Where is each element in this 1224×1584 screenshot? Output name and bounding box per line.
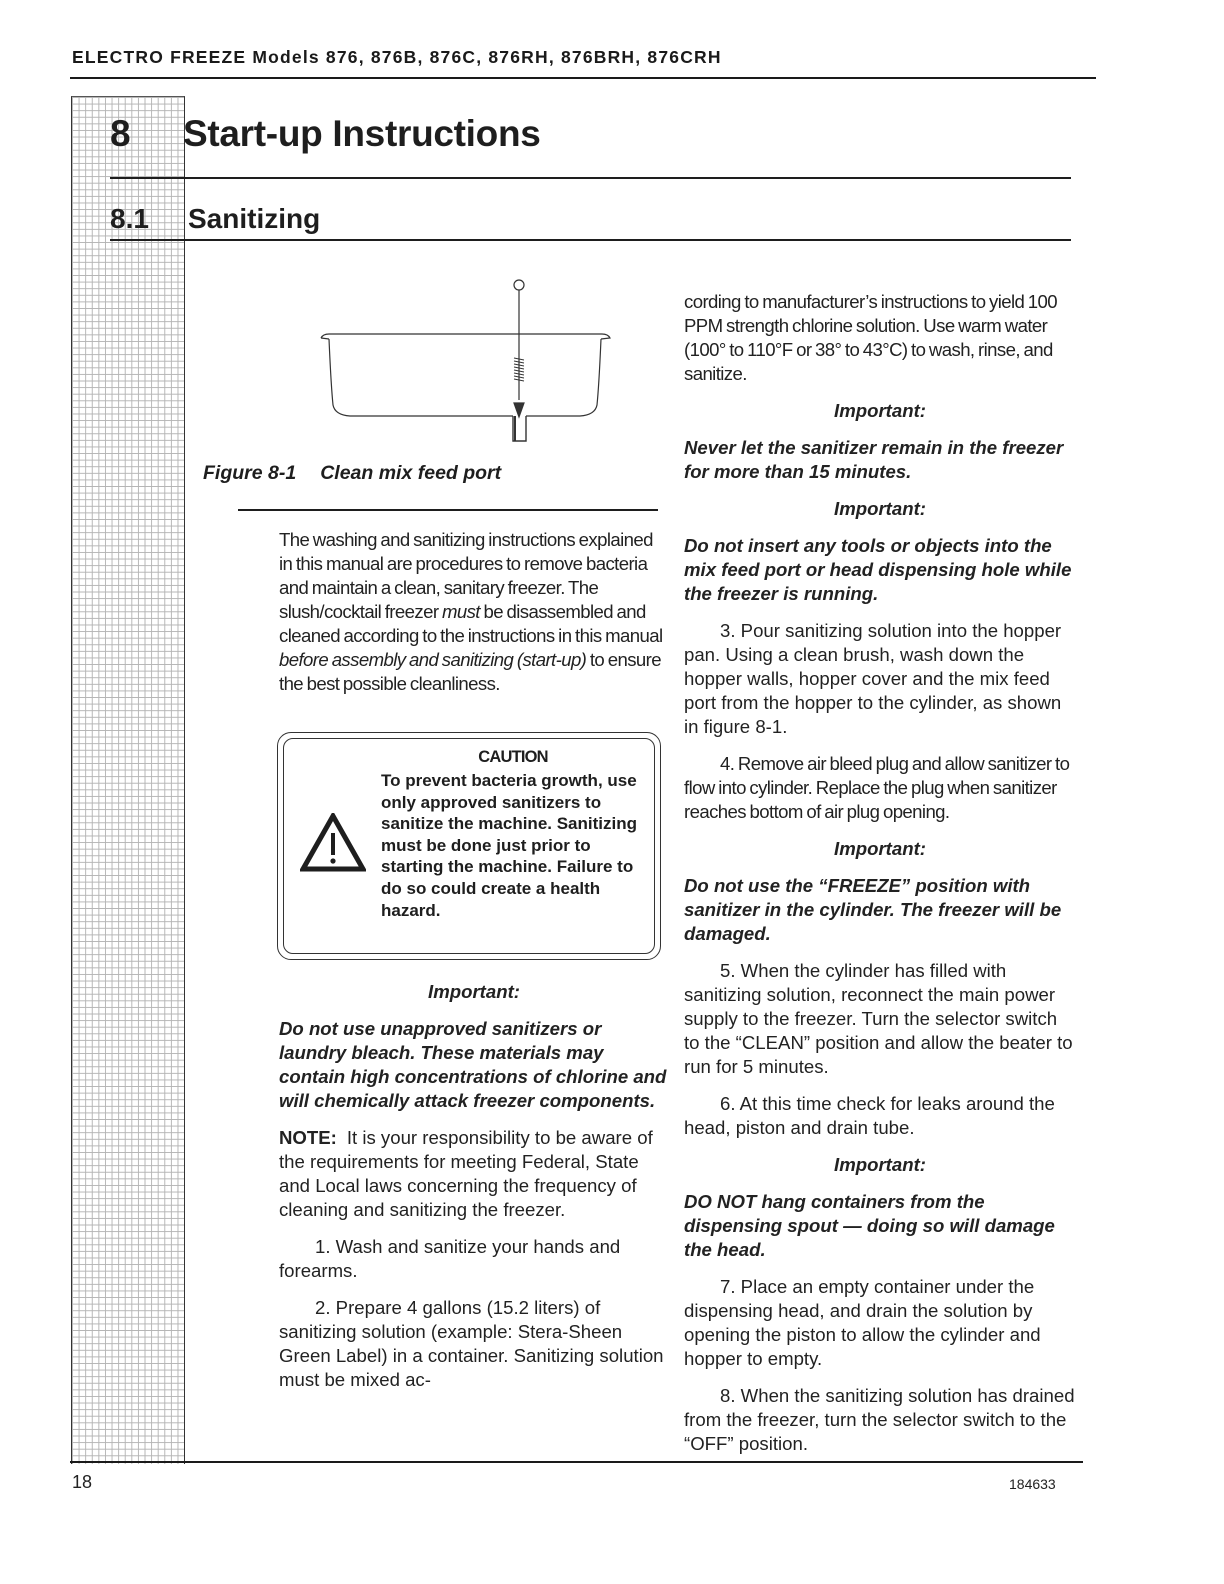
step-6: 6. At this time check for leaks around the head, piston and drain tube. — [684, 1093, 1055, 1138]
important-heading: Important: — [834, 838, 926, 859]
important-heading: Important: — [834, 498, 926, 519]
figure-caption — [203, 462, 501, 485]
step-8: 8. When the sanitizing solution has drained from the freezer, turn the selector switch to the “OFF” position. — [684, 1385, 1075, 1454]
important-heading: Important: — [428, 981, 520, 1002]
important-body: Do not insert any tools or objects into the mix feed port or head dispensing hole while the freezer is running. — [684, 535, 1072, 604]
chapter-divider — [110, 177, 1071, 179]
section-title: Sanitizing — [188, 203, 321, 234]
step-2-continuation: cording to manufacturer’s instructions to yield 100 PPM strength chlorine solution. Use warm water (100° to 110°F or 38° to 43°C) to wash, rinse, and sanitize. — [684, 291, 1058, 384]
note-paragraph — [279, 1126, 669, 1222]
important-heading: Important: — [834, 1154, 926, 1175]
hopper-pan-brush-diagram-icon — [315, 275, 615, 445]
intro-paragraph — [279, 528, 669, 696]
section-number: 8.1 — [110, 203, 149, 234]
step-7: 7. Place an empty container under the dispensing head, and drain the solution by opening the piston to allow the cylinder and hopper to empty. — [684, 1276, 1041, 1369]
intro-text: be disassembled and cleaned according to the instructions in this manual — [279, 601, 663, 646]
step-5: 5. When the cylinder has filled with sanitizing solution, reconnect the main power supply to the freezer. Turn the selector switch to the “CLEAN” position and allow the beater to run for 5 minutes. — [684, 960, 1073, 1077]
important-body: Never let the sanitizer remain in the freezer for more than 15 minutes. — [684, 437, 1064, 482]
figure-divider — [238, 509, 658, 511]
step-3: 3. Pour sanitizing solution into the hopper pan. Using a clean brush, wash down the hopper walls, hopper cover and the mix feed port from the hopper to the cylinder, as shown in figure 8-1. — [684, 620, 1062, 737]
important-body: Do not use unapproved sanitizers or laundry bleach. These materials may contain high concentrations of chlorine and will chemically attack freezer components. — [279, 1018, 667, 1111]
step-1: 1. Wash and sanitize your hands and forearms. — [279, 1236, 621, 1281]
running-header: ELECTRO FREEZE Models 876, 876B, 876C, 876RH, 876BRH, 876CRH — [72, 47, 722, 67]
caution-box — [277, 732, 661, 960]
footer-divider — [70, 1461, 1083, 1463]
step-4: 4. Remove air bleed plug and allow sanitizer to flow into cylinder. Replace the plug when sanitizer reaches bottom of air plug opening. — [684, 753, 1070, 822]
intro-emphasis-before: before assembly and sanitizing (start-up) — [279, 649, 587, 670]
header-divider — [70, 77, 1096, 79]
warning-triangle-icon — [300, 813, 366, 873]
section-divider — [110, 239, 1071, 241]
step-2: 2. Prepare 4 gallons (15.2 liters) of sanitizing solution (example: Stera-Sheen Green Label) in a container. Sanitizing solution must be mixed ac- — [279, 1297, 664, 1390]
important-heading: Important: — [834, 400, 926, 421]
right-column — [684, 290, 1076, 1469]
left-column-lower — [279, 980, 669, 1405]
important-body: DO NOT hang containers from the dispensing spout — doing so will damage the head. — [684, 1191, 1055, 1260]
figure-label: Figure 8-1 — [203, 462, 297, 484]
intro-text: The washing and sanitizing instructions explained in this manual are procedures to remove bacteria and maintain a clean, sanitary freezer. The slush/cocktail freezer — [279, 529, 653, 622]
note-label: NOTE: — [279, 1127, 337, 1148]
note-text: It is your responsibility to be aware of the requirements for meeting Federal, State and Local laws concerning the frequency of cleaning and sanitizing the freezer. — [279, 1127, 653, 1220]
chapter-title: Start-up Instructions — [183, 113, 541, 154]
figure-caption-text: Clean mix feed port — [320, 462, 502, 484]
caution-title: CAUTION — [478, 748, 548, 766]
document-number: 184633 — [1009, 1476, 1056, 1492]
grid-sidebar-decoration — [71, 96, 185, 1464]
caution-text: To prevent bacteria growth, use only approved sanitizers to sanitize the machine. Sanitizing must be done just prior to starting the machine. Failure to do so could create a health hazard. — [381, 771, 637, 920]
intro-emphasis-must: must — [441, 601, 480, 622]
page-number: 18 — [72, 1472, 93, 1492]
intro-text: to ensure the best possible cleanliness. — [279, 649, 661, 694]
chapter-number: 8 — [110, 113, 131, 154]
important-body: Do not use the “FREEZE” position with sanitizer in the cylinder. The freezer will be damaged. — [684, 875, 1062, 944]
